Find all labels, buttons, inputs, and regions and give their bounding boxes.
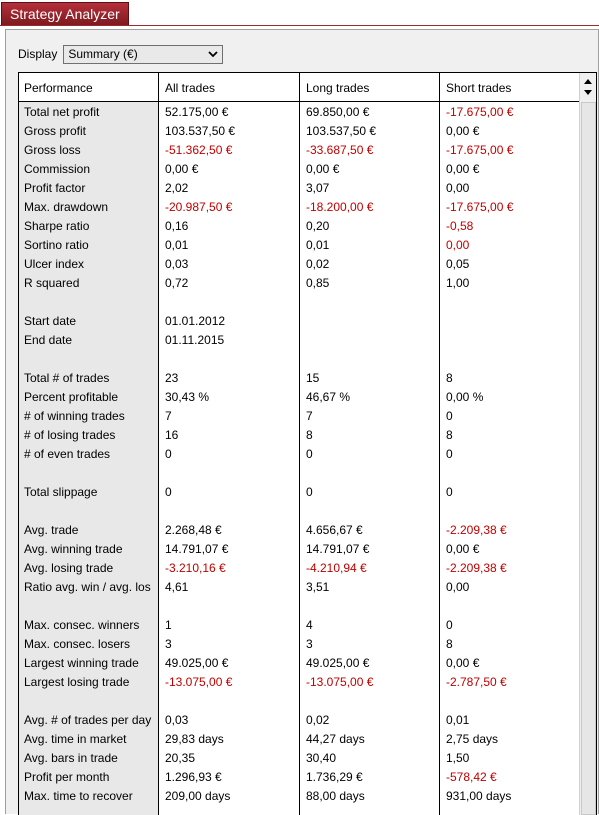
table-row [19,140,579,159]
display-select-value: Summary (€) [68,46,138,61]
table-row [19,311,579,330]
metric-value: 0,00 € [446,124,480,138]
metric-value: 0,72 [165,276,189,290]
metric-value: -51.362,50 € [165,143,233,157]
metric-value: 46,67 % [306,390,351,404]
table-row [19,330,579,349]
metric-value: 0,00 € [446,542,480,556]
metric-value: 7 [306,409,313,423]
table-row [19,121,579,140]
metric-value: 49.025,00 € [165,656,229,670]
metric-value: 0,02 [306,713,330,727]
performance-table [18,72,597,815]
metric-value: 88,00 days [306,789,365,803]
metric-value: 15 [306,371,320,385]
metric-value: 8 [446,371,453,385]
metric-value: 1 [165,618,172,632]
metric-value: 0,00 % [446,390,484,404]
header-performance[interactable]: Performance [24,81,93,95]
metric-value: 0,00 € [306,162,340,176]
metric-value: -17.675,00 € [446,143,514,157]
metric-value: 0,02 [306,257,330,271]
table-row [19,178,579,197]
metric-value: 0,03 [165,713,189,727]
metric-value: 23 [165,371,179,385]
metric-value: -17.675,00 € [446,105,514,119]
metric-value: -2.209,38 € [446,561,507,575]
metric-value: 2,02 [165,181,189,195]
table-row [19,273,579,292]
table-row [19,349,579,368]
table-row [19,539,579,558]
metric-label: Percent profitable [24,390,119,404]
metric-value: -2.209,38 € [446,523,507,537]
metric-value: -578,42 € [446,770,497,784]
metric-label: R squared [24,276,80,290]
metric-value: 01.01.2012 [165,314,226,328]
metric-label: # of losing trades [24,428,116,442]
metric-value: -0,58 [446,219,474,233]
metric-value: -2.787,50 € [446,675,507,689]
metric-value: -17.675,00 € [446,200,514,214]
metric-label: Max. consec. winners [24,618,140,632]
metric-value: 0 [446,447,453,461]
metric-label: Total net profit [24,105,100,119]
table-row [19,444,579,463]
metric-value: 14.791,07 € [306,542,370,556]
table-row [19,691,579,710]
metric-value: -33.687,50 € [306,143,374,157]
table-row [19,577,579,596]
table-row [19,615,579,634]
metric-label: # of winning trades [24,409,125,423]
metric-value: 0 [446,409,453,423]
metric-value: 44,27 days [306,732,365,746]
metric-value: 0,00 [446,238,470,252]
metric-value: 0,00 € [446,162,480,176]
metric-label: Ratio avg. win / avg. los [24,580,151,594]
metric-value: 0,20 [306,219,330,233]
table-row [19,387,579,406]
table-row [19,463,579,482]
metric-value: 103.537,50 € [165,124,236,138]
metric-label: Ulcer index [24,257,85,271]
metric-value: 0,00 € [165,162,199,176]
metric-value: 1.296,93 € [165,770,222,784]
metric-value: 52.175,00 € [165,105,229,119]
metric-label: Profit per month [24,770,110,784]
metric-label: Total slippage [24,485,98,499]
metric-value: 0 [165,485,172,499]
metric-value: 0,00 [446,181,470,195]
table-row [19,710,579,729]
metric-label: Max. time to recover [24,789,133,803]
metric-value: 7 [165,409,172,423]
table-row [19,786,579,805]
metric-value: 1,00 [446,276,470,290]
metric-value: 2.268,48 € [165,523,222,537]
metric-label: Sharpe ratio [24,219,90,233]
metric-label: End date [24,333,73,347]
metric-label: Max. consec. losers [24,637,131,651]
table-row [19,425,579,444]
metric-value: 20,35 [165,751,196,765]
table-row [19,254,579,273]
metric-value: 3 [165,637,172,651]
metric-value: 0 [306,447,313,461]
vertical-scrollbar[interactable] [579,73,596,815]
chevron-down-icon [208,49,218,59]
metric-value: 30,43 % [165,390,210,404]
metric-label: Total # of trades [24,371,110,385]
table-row [19,292,579,311]
metric-value: 8 [446,428,453,442]
metric-value: 0 [446,618,453,632]
table-row [19,729,579,748]
display-select[interactable] [63,45,223,64]
metric-value: 01.11.2015 [165,333,225,347]
table-row [19,558,579,577]
header-short-trades[interactable]: Short trades [446,81,512,95]
metric-label: Gross loss [24,143,81,157]
metric-label: Commission [24,162,91,176]
metric-value: 29,83 days [165,732,224,746]
metric-label: Largest winning trade [24,656,139,670]
table-row [19,102,579,121]
table-row [19,767,579,786]
metric-value: 14.791,07 € [165,542,229,556]
metric-label: Avg. time in market [24,732,127,746]
metric-value: -13.075,00 € [306,675,374,689]
metric-value: 3 [306,637,313,651]
metric-value: 0,05 [446,257,470,271]
metric-value: 4.656,67 € [306,523,363,537]
table-row [19,501,579,520]
metric-value: 0 [306,485,313,499]
table-row [19,216,579,235]
display-label: Display [18,47,58,61]
metric-value: 4 [306,618,313,632]
table-body [19,102,579,805]
header-all-trades[interactable]: All trades [165,81,216,95]
table-row [19,406,579,425]
metric-value: -18.200,00 € [306,200,374,214]
metric-label: Avg. winning trade [24,542,123,556]
metric-label: Sortino ratio [24,238,89,252]
metric-label: # of even trades [24,447,111,461]
metric-value: -20.987,50 € [165,200,233,214]
metric-value: 49.025,00 € [306,656,370,670]
metric-value: 0,01 [446,713,470,727]
metric-label: Max. drawdown [24,200,109,214]
metric-value: 3,51 [306,580,330,594]
metric-value: 8 [306,428,313,442]
table-row [19,197,579,216]
metric-value: 2,75 days [446,732,499,746]
metric-value: 103.537,50 € [306,124,377,138]
metric-value: 931,00 days [446,789,512,803]
metric-value: 0,00 [446,580,470,594]
metric-label: Avg. bars in trade [24,751,118,765]
scroll-up-icon[interactable] [580,75,596,87]
table-row [19,368,579,387]
metric-value: 209,00 days [165,789,231,803]
metric-value: 4,61 [165,580,189,594]
tab-strategy-analyzer[interactable]: Strategy Analyzer [1,2,129,25]
table-row [19,482,579,501]
metric-value: 0,16 [165,219,189,233]
table-row [19,520,579,539]
metric-value: 3,07 [306,181,330,195]
tab-bar [0,0,599,26]
metric-label: Avg. losing trade [24,561,114,575]
metric-value: 0 [446,485,453,499]
table-row [19,159,579,178]
table-row [19,748,579,767]
metric-value: 1,50 [446,751,470,765]
metric-value: -4.210,94 € [306,561,367,575]
metric-value: 16 [165,428,179,442]
metric-label: Largest losing trade [24,675,130,689]
metric-value: -13.075,00 € [165,675,233,689]
table-row [19,235,579,254]
header-long-trades[interactable]: Long trades [306,81,370,95]
table-row [19,634,579,653]
metric-value: 30,40 [306,751,337,765]
metric-label: Gross profit [24,124,87,138]
table-row [19,596,579,615]
metric-value: 0,00 € [446,656,480,670]
metric-value: 0,01 [306,238,330,252]
metric-value: 0,85 [306,276,330,290]
strategy-analyzer-panel [5,29,599,814]
metric-value: 69.850,00 € [306,105,370,119]
table-header [19,73,596,102]
metric-label: Avg. trade [24,523,79,537]
metric-label: Avg. # of trades per day [24,713,152,727]
metric-value: 8 [446,637,453,651]
table-row [19,672,579,691]
scroll-down-icon[interactable] [580,87,596,99]
metric-value: 0,03 [165,257,189,271]
display-row [18,44,223,64]
metric-label: Start date [24,314,77,328]
table-row [19,653,579,672]
metric-value: 0,01 [165,238,189,252]
metric-value: 1.736,29 € [306,770,363,784]
metric-label: Profit factor [24,181,86,195]
metric-value: -3.210,16 € [165,561,226,575]
metric-value: 0 [165,447,172,461]
scrollbar-track[interactable] [581,102,596,815]
